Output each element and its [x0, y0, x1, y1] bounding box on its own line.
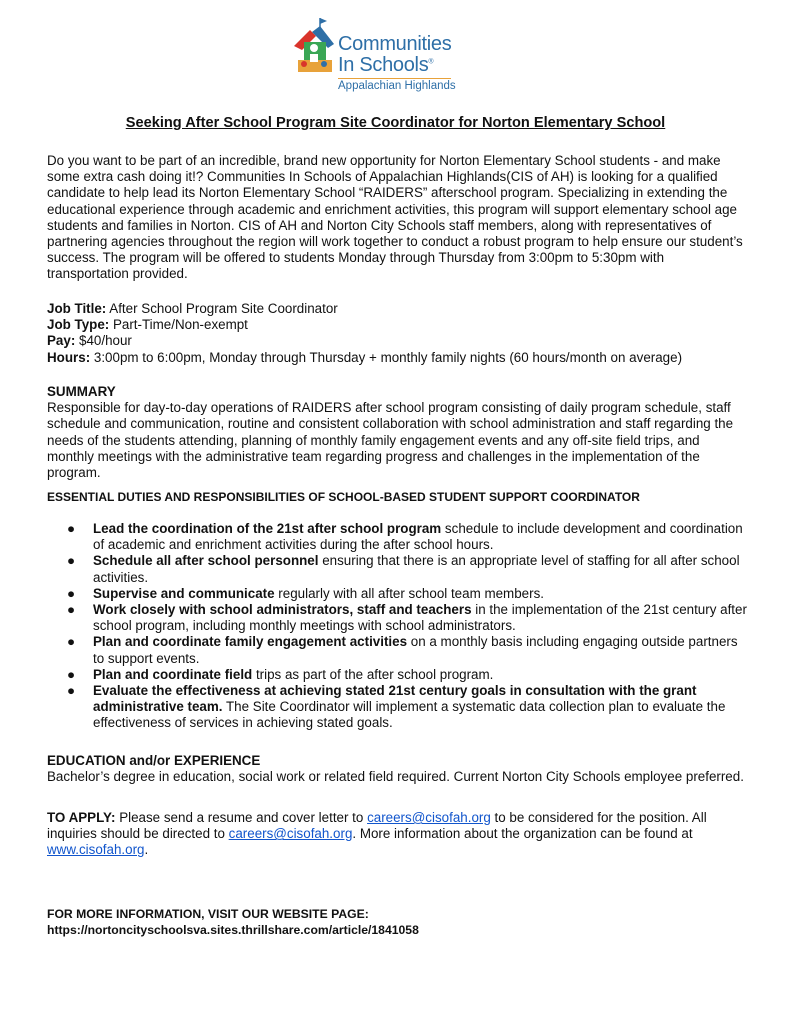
bullet-icon: ●: [67, 602, 76, 618]
duties-heading: ESSENTIAL DUTIES AND RESPONSIBILITIES OF SCHOOL-BASED STUDENT SUPPORT COORDINATOR: [47, 490, 640, 504]
bullet-icon: ●: [67, 521, 76, 536]
job-info: [47, 301, 747, 366]
summary-section: [47, 384, 747, 481]
list-item: ● Evaluate the effectiveness at achieving stated 21st century goals in consultation with the grant administrative team. The Site Coordinator will implement a systematic data collection plan to evaluate the effectiveness of services in achieving stated goals.: [67, 683, 726, 731]
job-title-value: After School Program Site Coordinator: [106, 301, 338, 316]
logo-divider: [338, 78, 451, 79]
duties-list: [47, 521, 747, 732]
bullet-icon: ●: [67, 585, 76, 601]
hours-value: 3:00pm to 6:00pm, Monday through Thursday + monthly family nights (60 hours/month on average): [90, 349, 683, 365]
job-title-label: Job Title:: [47, 301, 107, 316]
more-info-url: https://nortoncityschoolsva.sites.thrillshare.com/article/1841058: [47, 923, 419, 937]
page-title: Seeking After School Program Site Coordinator for Norton Elementary School: [125, 115, 666, 131]
website-link[interactable]: www.cisofah.org: [47, 842, 145, 858]
bullet-icon: ●: [67, 553, 76, 569]
bullet-icon: ●: [67, 666, 76, 682]
pay-value: $40/hour: [75, 333, 132, 349]
education-section: [47, 753, 747, 785]
hours-label: Hours:: [47, 349, 91, 365]
list-item: ● Plan and coordinate field trips as part of the after school program.: [67, 666, 494, 682]
summary-heading: SUMMARY: [47, 384, 116, 399]
more-info-section: [47, 906, 419, 938]
logo-line1: Communities: [338, 33, 452, 55]
bullet-icon: ●: [67, 634, 76, 650]
job-type-value: Part-Time/Non-exempt: [109, 317, 248, 333]
summary-text: Responsible for day-to-day operations of RAIDERS after school program consisting of daily program schedule, staff schedule and communication, routine and consistent collaboration with school administration and staff regarding the needs of the students attending, planning of monthly family engagement events and any off-site field trips, and monthly meetings with the administrative team regarding progress and challenges in the implementation of the program.: [47, 400, 734, 481]
education-text: Bachelor’s degree in education, social work or related field required. Current Norton City Schools employee preferred.: [47, 769, 744, 785]
list-item: ● Supervise and communicate regularly with all after school team members.: [67, 585, 544, 601]
pay-label: Pay:: [47, 333, 76, 349]
apply-label: TO APPLY:: [47, 810, 116, 825]
intro-paragraph: Do you want to be part of an incredible, brand new opportunity for Norton Elementary School students - and make some extra cash doing it!? Communities In Schools of Appalachian Highlands(CIS of AH) is looking for a qualified candidate to help lead its Norton Elementary School “RAIDERS” afterschool program. Specializing in extending the educational experience through academic and enrichment activities, this program will support elementary school age students and families in Norton. CIS of AH and Norton City Schools staff members, along with representatives of partnering agencies throughout the region will work together to conduct a robust program to help ensure our student’s success. The program will be offered to students Monday through Thursday from 3:00pm to 5:30pm with transportation provided.: [47, 153, 743, 282]
job-type-line: [47, 317, 747, 333]
education-heading: EDUCATION and/or EXPERIENCE: [47, 753, 261, 768]
list-item: ● Work closely with school administrators, staff and teachers in the implementation of the 21st century after school program, including monthly meetings with school administrators.: [67, 602, 747, 634]
list-item: ● Lead the coordination of the 21st after school program schedule to include development and coordination of academic and enrichment activities during the after school hours.: [67, 521, 743, 553]
email-link-1[interactable]: careers@cisofah.org: [367, 810, 491, 825]
more-info-heading: FOR MORE INFORMATION, VISIT OUR WEBSITE PAGE:: [47, 907, 369, 921]
list-item: ● Plan and coordinate family engagement activities on a monthly basis including engaging outside partners to support events.: [67, 634, 738, 666]
cis-logo: [290, 16, 460, 94]
job-type-label: Job Type:: [47, 317, 110, 333]
list-item: ● Schedule all after school personnel ensuring that there is an appropriate level of staffing for all after school activities.: [67, 553, 740, 585]
pay-line: [47, 333, 747, 349]
apply-section: TO APPLY: Please send a resume and cover letter to careers@cisofah.org to be considered for the position. All inquiries should be directed to careers@cisofah.org. More information about the organization can be found at www.cisofah.org.: [47, 810, 707, 858]
schoolhouse-logo-icon: [290, 16, 338, 78]
email-link-2[interactable]: careers@cisofah.org: [228, 826, 353, 842]
bullet-icon: ●: [67, 683, 76, 699]
registered-mark: ®: [428, 58, 434, 66]
job-title-line: [47, 301, 747, 317]
hours-line: [47, 350, 747, 366]
logo-subtitle: Appalachian Highlands: [338, 80, 456, 92]
logo-line2: In Schools®: [338, 54, 434, 76]
